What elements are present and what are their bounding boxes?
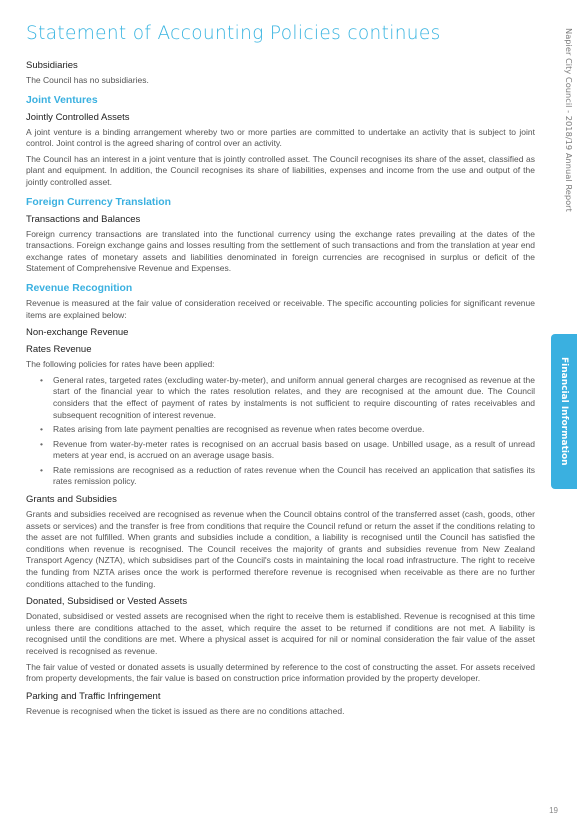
paragraph: Grants and subsidies received are recognised as revenue when the Council obtains control of the transferred asset (cash, goods, other assets or services) and the transfer is free from conditions that require the Council refund or return the asset if the conditions relating to the asset are not fulfilled. When grants and subsidies include a condition, a liability is recognised until the Council has satisfied the conditions when revenue is recognised. The Council receives the majority of grants and subsidies revenue from New Zealand Transport Agency (NZTA), which subsidises part of the Council's costs in maintaining the local road infrastructure. The right to receive the funding from NZTA arises once the work is performed therefore revenue is recognised when receivable as there are no further conditions attached to the funding. — [26, 509, 535, 589]
list-item: • Revenue from water-by-meter rates is recognised on an accrual basis based on usage. Unbilled usage, as a result of unread meters at year end, is accrued on an average usage basis. — [53, 439, 535, 462]
section-tab-financial-information[interactable] — [551, 334, 577, 489]
report-side-label: Napier City Council - 2018/19 Annual Report — [564, 28, 574, 212]
paragraph: Revenue is recognised when the ticket is issued as there are no conditions attached. — [26, 705, 345, 716]
document-body — [26, 54, 535, 721]
paragraph: The Council has no subsidiaries. — [26, 75, 149, 85]
heading-non-exchange-revenue: Non-exchange Revenue — [26, 327, 129, 339]
page-title: Statement of Accounting Policies continues — [26, 23, 441, 44]
page-number: 19 — [549, 806, 558, 815]
paragraph: A joint venture is a binding arrangement whereby two or more parties are committed to undertake an activity that is subject to joint control. Joint control is the agreed sharing of control over an activity. — [26, 126, 535, 149]
heading-foreign-currency-translation: Foreign Currency Translation — [26, 196, 171, 208]
heading-rates-revenue: Rates Revenue — [26, 344, 92, 356]
section-tab-label: Financial Information — [559, 357, 569, 466]
list-item: • General rates, targeted rates (excluding water-by-meter), and uniform annual general charges are recognised as revenue at the start of the financial year to which the rates resolution relates, and they are recognised at the amount due. The Council considers that the effect of payment of rates by instalments is not sufficient to require discounting of rates receivables and subsequent recognition of interest revenue. — [53, 375, 535, 421]
heading-joint-ventures: Joint Ventures — [26, 94, 98, 106]
list-item: • Rate remissions are recognised as a reduction of rates revenue when the Council has received an application that satisfies its rates remission policy. — [53, 465, 535, 488]
paragraph: The fair value of vested or donated assets is usually determined by reference to the cost of constructing the asset. For assets received from property developments, the fair value is based on construction price information provided by the property developer. — [26, 661, 535, 684]
heading-transactions-and-balances: Transactions and Balances — [26, 213, 141, 225]
heading-subsidiaries: Subsidiaries — [26, 60, 78, 71]
paragraph: Revenue is measured at the fair value of consideration received or receivable. The specific accounting policies for significant revenue items are explained below: — [26, 297, 535, 320]
rates-policy-list — [26, 375, 535, 488]
heading-parking-and-traffic-infringement: Parking and Traffic Infringement — [26, 690, 161, 702]
heading-jointly-controlled-assets: Jointly Controlled Assets — [26, 111, 130, 123]
paragraph: The following policies for rates have been applied: — [26, 359, 215, 370]
list-item: • Rates arising from late payment penalties are recognised as revenue when rates become overdue. — [53, 424, 535, 436]
paragraph: Foreign currency transactions are translated into the functional currency using the exchange rates prevailing at the dates of the transactions. Foreign exchange gains and losses resulting from the settlement of such transactions and from the translation at year end exchange rates of monetary assets and liabilities denominated in foreign currencies are recognised in surplus or deficit of the Statement of Comprehensive Revenue and Expenses. — [26, 228, 535, 274]
paragraph: Donated, subsidised or vested assets are recognised when the right to receive them is established. Revenue is recognised at this time unless there are conditions attached to the asset, which require the asset to be returned if conditions are not met. A liability is recognised until the conditions are met. Where a physical asset is acquired for nil or nominal consideration the fair value of the asset received is recognised as revenue. — [26, 611, 535, 656]
paragraph: The Council has an interest in a joint venture that is jointly controlled asset. The Council recognises its share of the asset, classified as plant and equipment. In addition, the Council recognises its share of liabilities, expenses and income from the use and output of the jointly controlled asset. — [26, 153, 535, 187]
heading-grants-and-subsidies: Grants and Subsidies — [26, 494, 117, 506]
heading-revenue-recognition: Revenue Recognition — [26, 282, 133, 294]
heading-donated-assets: Donated, Subsidised or Vested Assets — [26, 596, 188, 608]
